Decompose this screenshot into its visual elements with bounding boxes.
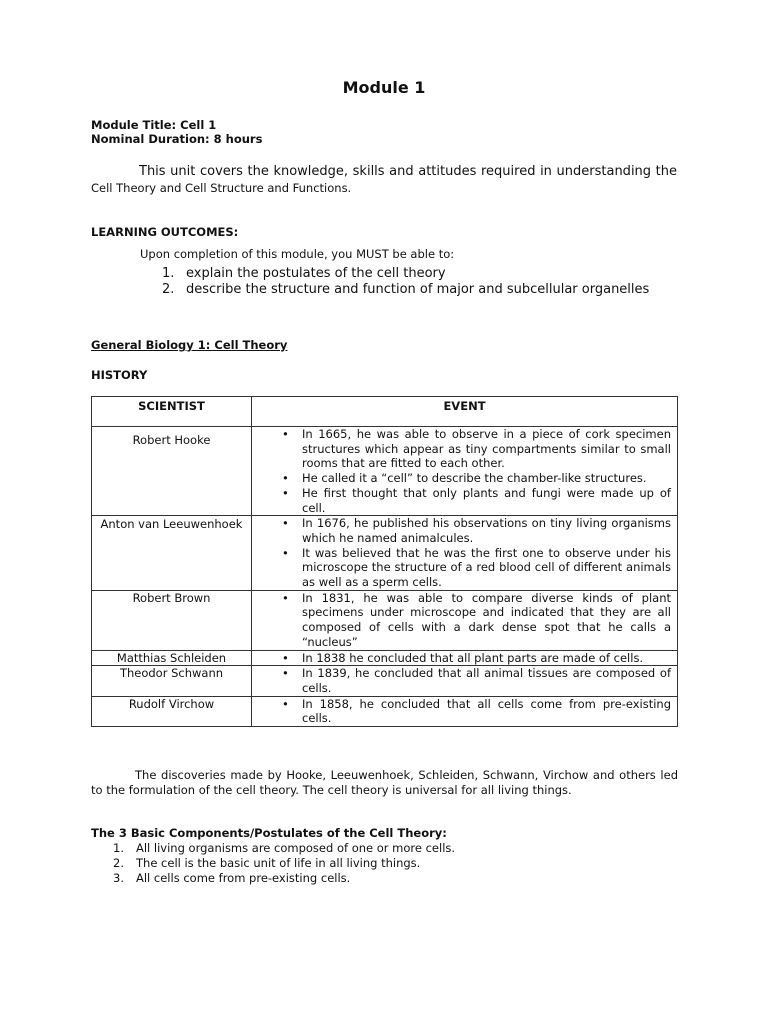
history-table <box>91 396 678 727</box>
scientist-cell: Matthias Schleiden <box>92 650 252 666</box>
event-cell <box>252 666 678 696</box>
event-item: • In 1831, he was able to compare diverse kinds of plant specimens under microscope and indicated that they are all composed of cells with a dark dense spot that he calls a “nucleus” <box>282 590 671 649</box>
table-row <box>92 650 678 666</box>
event-item: • He first thought that only plants and fungi were made up of cell. <box>282 485 671 515</box>
nominal-duration: Nominal Duration: 8 hours <box>91 132 263 146</box>
event-item: • He called it a “cell” to describe the chamber-like structures. <box>282 471 647 486</box>
event-cell <box>252 590 678 650</box>
event-item: • In 1665, he was able to observe in a piece of cork specimen structures which appear as tiny compartments similar to small rooms that are fitted to each other. <box>282 427 671 471</box>
event-item: • It was believed that he was the first one to observe under his microscope the structure of a red blood cell of different animals as well as a sperm cells. <box>282 545 671 590</box>
event-cell <box>252 696 678 726</box>
column-header-scientist: SCIENTIST <box>92 397 252 427</box>
postulates-list <box>113 841 455 886</box>
column-header-event: EVENT <box>252 397 678 427</box>
table-row <box>92 427 678 516</box>
table-header-row <box>92 397 678 427</box>
event-item: • In 1839, he concluded that all animal tissues are composed of cells. <box>282 666 671 695</box>
module-title: Module Title: Cell 1 <box>91 118 217 132</box>
module-meta <box>91 118 262 146</box>
scientist-cell: Theodor Schwann <box>92 666 252 696</box>
table-row <box>92 666 678 696</box>
event-item: • In 1838 he concluded that all plant parts are made of cells. <box>282 650 644 665</box>
section-heading: General Biology 1: Cell Theory <box>91 338 288 352</box>
scientist-cell: Robert Brown <box>92 590 252 650</box>
history-heading: HISTORY <box>91 368 148 382</box>
scientist-cell: Anton van Leeuwenhoek <box>92 516 252 591</box>
postulates-heading: The 3 Basic Components/Postulates of the Cell Theory: <box>91 826 447 840</box>
conclusion-paragraph: The discoveries made by Hooke, Leeuwenhoek, Schleiden, Schwann, Virchow and others led to the formulation of the cell theory. The cell theory is universal for all living things. <box>91 768 678 797</box>
intro-paragraph <box>91 164 677 197</box>
list-item: 2. describe the structure and function of major and subcellular organelles <box>162 282 650 297</box>
event-cell <box>252 516 678 591</box>
page-title: Module 1 <box>342 78 426 97</box>
table-row <box>92 590 678 650</box>
list-item: 2. The cell is the basic unit of life in all living things. <box>113 856 421 870</box>
list-item: 1. All living organisms are composed of one or more cells. <box>113 841 456 855</box>
intro-topics: Cell Theory and Cell Structure and Functions. <box>91 181 352 195</box>
learning-outcomes-lead: Upon completion of this module, you MUST be able to: <box>140 247 455 261</box>
table-row <box>92 516 678 591</box>
learning-outcomes-heading: LEARNING OUTCOMES: <box>91 225 239 239</box>
event-cell <box>252 427 678 516</box>
table-row <box>92 696 678 726</box>
event-item: • In 1676, he published his observations on tiny living organisms which he named animalcules. <box>282 516 671 545</box>
scientist-cell: Rudolf Virchow <box>92 696 252 726</box>
learning-outcomes-list <box>162 266 678 298</box>
event-cell <box>252 650 678 666</box>
list-item: 1. explain the postulates of the cell theory <box>162 266 446 281</box>
intro-text: This unit covers the knowledge, skills and attitudes required in understanding the <box>139 164 677 179</box>
list-item: 3. All cells come from pre-existing cells. <box>113 871 351 885</box>
event-item: • In 1858, he concluded that all cells come from pre-existing cells. <box>282 696 671 726</box>
scientist-cell: Robert Hooke <box>92 427 252 516</box>
